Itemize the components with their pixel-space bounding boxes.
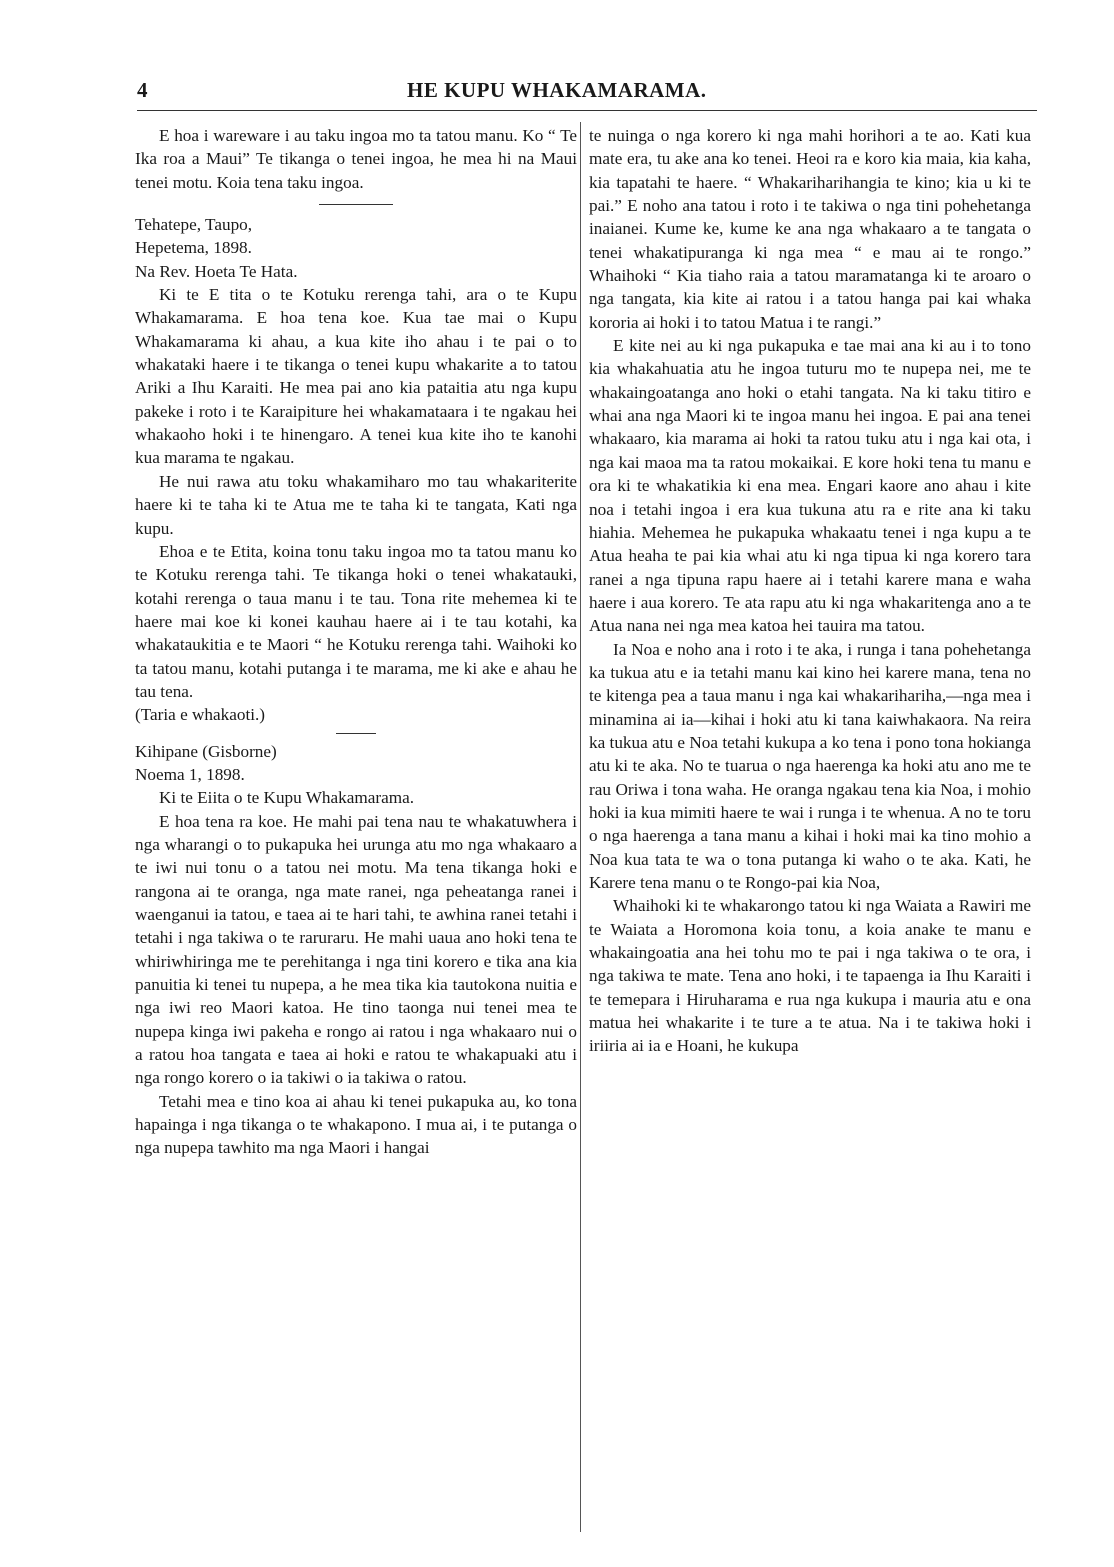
header-rule: [137, 110, 1037, 111]
letter-place: Tehatepe, Taupo,: [135, 215, 253, 235]
paragraph: E hoa i wareware i au taku ingoa mo ta tatou manu. Ko “ Te Ika roa a Maui” Te tikanga o tenei ingoa, he mea hi na Maui tenei motu. Koia tena taku ingoa.: [135, 126, 577, 192]
paragraph: Whaihoki ki te whakarongo tatou ki nga Waiata a Rawiri me te Waiata a Horomona koia tonu, a koia anake te manu e whakaingoatia ana hei tohu mo te pai i nga takiwa o te ora, i nga takiwa te mate. Tena ano hoki, i te tapaenga ia Ihu Karaiti i te temepara i Hiruharama e rua nga kukupa i mauria atu e ona matua hei whakarite i te ture a te atua. Na i te takiwa hoki i iriiria ai ia e Hoani, he kukupa: [589, 896, 1031, 1056]
paragraph: te nuinga o nga korero ki nga mahi horihori a te ao. Kati kua mate era, tu ake ana ko tenei. Heoi ra e koro kia maia, kia kaha, kia tapatahi te haere. “ Whakariharihangia te kino; kia u ki te pai.” E noho ana tatou i roto i te takiwa o nga tini pohehetanga inaianei. Kume ke, kume ke ana nga whakaaro a te tangata o tenei whakatipuranga ki nga mea “ e mau ai te rongo.” Whaihoki “ Kia tiaho raia a tatou maramatanga ki te aroaro o nga tangata, kia kite ai ratou i a tatou hanga pai kai whaka kororia ai hoki i to tatou Matua i te rangi.”: [589, 126, 1031, 332]
section-separator: [336, 733, 376, 734]
paragraph: E hoa tena ra koe. He mahi pai tena nau te whakatuwhera i nga wharangi o to pukapuka hei urunga atu mo nga whakaaro a te iwi nui tonu o a tatou nei motu. Ma tena tikanga hoki e rangona ai te oranga, nga mate ranei, nga peheatanga ranei i waenganui ia tatou, e taea ai te hari tahi, te awhina ranei tetahi i tetahi i nga takiwa o te raruraru. He mahi uaua ano hoki tena te whiriwhiringa me te perehitanga i nga tini korero e tika ana kia panuitia ki tenei tu nupepa, a he mea tika kia tautokona nuitia e nga iwi reo Maori katoa. He tino taonga nui tenei mea te nupepa kinga iwi pakeha e rongo ai ratou i nga whakaaro nui o a ratou hoa tangata e taea ai hoki e ratou te whakapuaki atu i nga rongo korero o ia takiwi o ia takiwa o ratou.: [135, 811, 577, 1088]
letter-date: Noema 1, 1898.: [135, 764, 245, 784]
right-column: [589, 124, 1031, 1058]
continuation-note: (Taria e whakaoti.): [135, 705, 266, 725]
letter-place: Kihipane (Gisborne): [135, 741, 277, 761]
left-column: [135, 124, 577, 1160]
page-number: 4: [137, 78, 148, 102]
paragraph: Ehoa e te Etita, koina tonu taku ingoa mo ta tatou manu ko te Kotuku rerenga tahi. Te tikanga hoki o tenei whakatauki, kotahi rerenga o taua manu i te tau. Tona rite mehemea ki te haere mai koe ki konei kauhau haere ai i te tau kotahi, ka whakataukitia e te Maori “ he Kotuku rerenga tahi. Waihoki ko ta tatou manu, kotahi putanga i te marama, me ki ake e ahau he tau tena.: [135, 541, 577, 701]
paragraph: He nui rawa atu toku whakamiharo mo tau whakariterite haere ki te taha ki te Atua me te taha ki te tangata, Kati nga kupu.: [135, 471, 577, 538]
paragraph: Ki te E tita o te Kotuku rerenga tahi, ara o te Kupu Whakamarama. E hoa tena koe. Kua tae mai o Kupu Whakamarama ki ahau, a kua kite iho ahau i te pai o to whakataki haere i te tikanga o tenei kupu whakarite a to tatou Ariki a Ihu Karaiti. He mea pai ano kia pataitia atu nga kupu pakeke i roto i te Karaipiture hei whakamataara i te ngakau hei whakaoho hoki i te hinengaro. A tenei kua kite iho te kanohi kua marama te ngakau.: [135, 285, 577, 468]
running-title: HE KUPU WHAKAMARAMA.: [407, 78, 707, 102]
column-divider: [580, 122, 581, 1532]
paragraph: Ia Noa e noho ana i roto i te aka, i runga i tana pohehetanga ka tukua atu e ia tetahi manu kai kino hei karere mana, tena no te kitenga pea a taua manu i nga kai whakarihariha,—nga mea i minamina ai ia—kihai i hoki atu ki tana kaiwhakaora. Na reira ka tukua atu e Noa tetahi kukupa a ko tena i pono tona hokianga atu ki te aka. No te tuarua o nga haerenga ka hoki atu ano me te rau Oriwa i tona waha. He oranga ngakau tena kia Noa, i mohio hoki ia kua mimiti haere te wai i runga i te whenua. A no te toru o nga haerenga a tana manu a kihai i hoki mai ka tino mohio a Noa kua tata te wa o tona putanga ki waho o te aka. Kati, he Karere tena manu o te Rongo-pai kia Noa,: [589, 639, 1031, 892]
paragraph: E kite nei au ki nga pukapuka e tae mai ana ki au i to tono kia whakahuatia atu he ingoa tuturu mo te nupepa nei, me te whakaingoatanga ano hoki o etahi tangata. Na ki taku titiro e whai ana nga Maori ki te ingoa manu hei ingoa. E pai ana tenei whakaaro, kia marama ai hoki ta ratou tuku atu i nga kai ota, i nga kai maoa ma ta ratou mokaikai. E kore hoki tena tu manu e ora ki te whakatikia ki ena mea. Engari kaore ano ahau i kite noa i tetahi ingoa i era kua tukuna atu ra e rite ana ki taku hiahia. Mehemea he pukapuka whakaatu tenei i nga kupu a te Atua heaha te pai kia whai atu ki nga tipua ki nga korero tara ranei a nga tipuna rapu haere ai i tetahi karere mana e waha haere i aua korero. Te ata rapu atu ki nga whakaritenga ano a te Atua nana nei nga mea katoa hei tauira ma tatou.: [589, 336, 1031, 636]
letter-author: Na Rev. Hoeta Te Hata.: [135, 261, 298, 281]
letter-date: Hepetema, 1898.: [135, 238, 252, 258]
section-separator: [319, 204, 393, 205]
paragraph: Tetahi mea e tino koa ai ahau ki tenei pukapuka au, ko tona hapainga i nga tikanga o te whakapono. I mua ai, i te putanga o nga nupepa tawhito ma nga Maori i hangai: [135, 1091, 577, 1158]
page-header: [137, 78, 1037, 112]
letter-salutation: Ki te Eiita o te Kupu Whakamarama.: [159, 788, 415, 808]
